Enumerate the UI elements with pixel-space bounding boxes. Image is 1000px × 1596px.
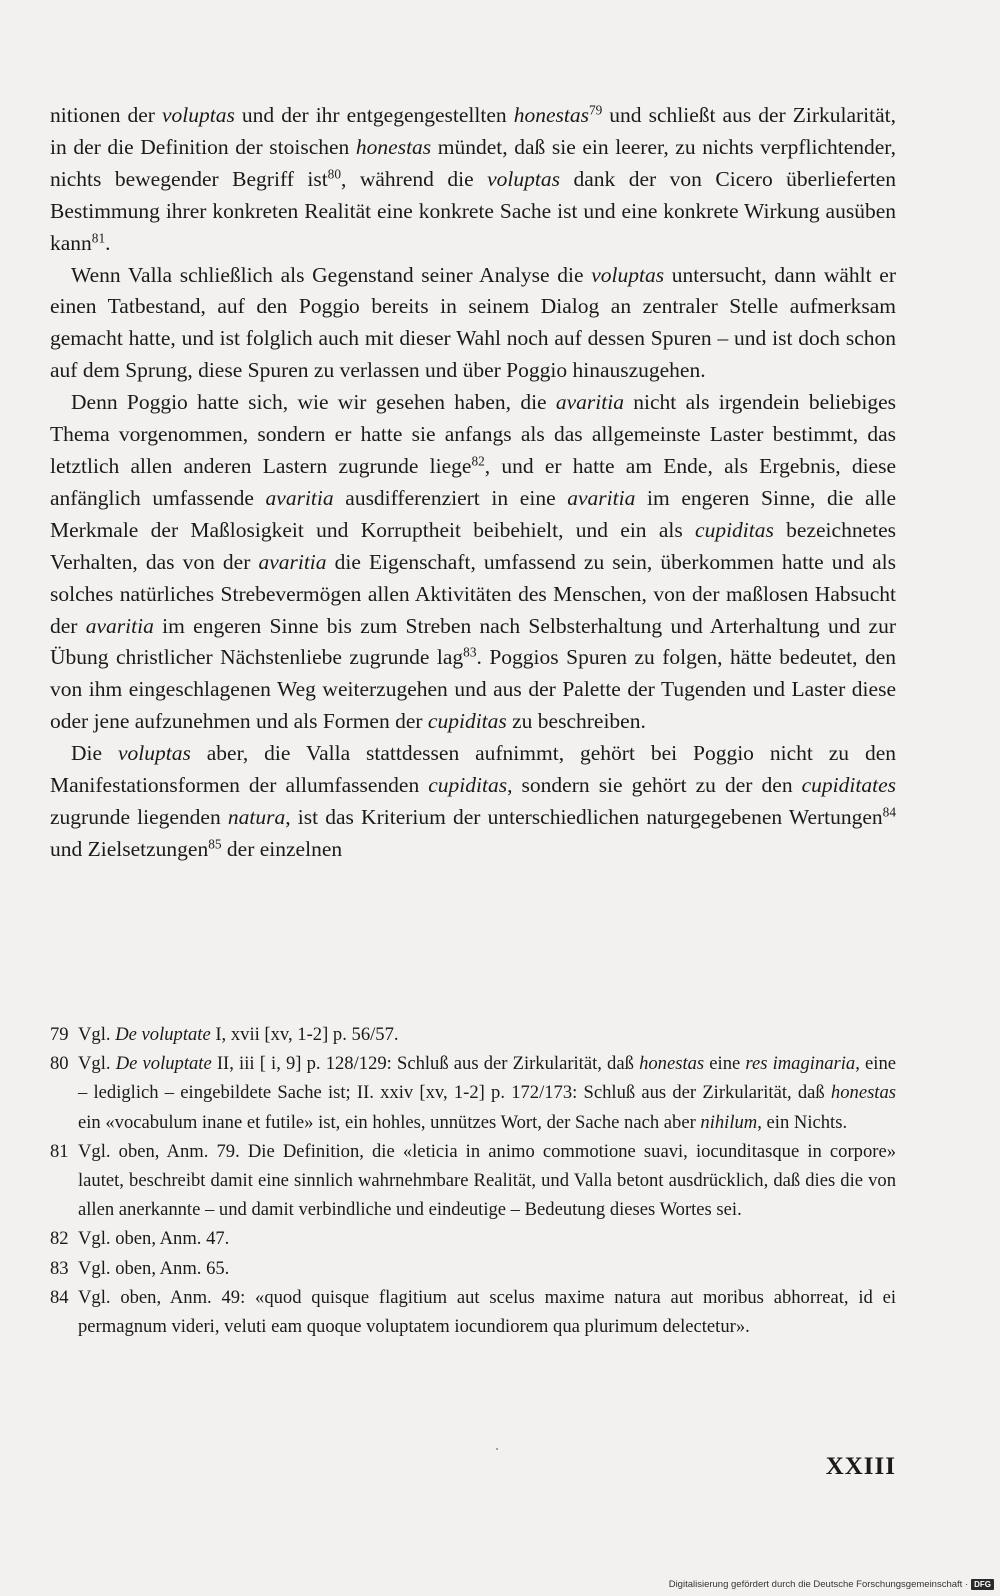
text-run: und der ihr entgegengestellten (234, 103, 514, 127)
italic-term: cupiditas (427, 709, 507, 734)
footnote-number: 82 (50, 1228, 69, 1250)
footnote-ref: 85 (208, 836, 222, 852)
text-run: ausdifferenziert in eine (333, 485, 568, 510)
text-run: , ein Nichts. (757, 1111, 848, 1133)
italic-term: avaritia (567, 485, 636, 510)
text-run: und Zielsetzungen (50, 836, 209, 861)
text-run: der einzelnen (221, 836, 343, 861)
text-run: Vgl. oben, Anm. 47. (78, 1228, 230, 1250)
footnote-ref: 82 (471, 453, 485, 469)
paragraph (50, 738, 896, 866)
italic-term: cupiditates (801, 773, 896, 798)
footnote-ref: 80 (327, 166, 341, 182)
footnote-number: 81 (50, 1140, 69, 1162)
text-run: Vgl. (78, 1024, 116, 1045)
text-run: . Poggios Spuren zu folgen, hätte bedeutet, den von ihm eingeschlagenen Weg weiterzugehen und aus der Palette der Tugenden und Laster diese oder jene aufzunehmen und als Formen der (50, 645, 897, 734)
footnote-number: 84 (50, 1286, 69, 1308)
italic-term: De voluptate (115, 1053, 212, 1075)
footnote (50, 1137, 896, 1225)
text-run: Vgl. (78, 1053, 116, 1075)
text-run: nitionen der (50, 103, 163, 127)
text-run: , während die (341, 166, 488, 191)
italic-term: honestas (513, 103, 589, 127)
footnote (50, 1254, 896, 1283)
text-run: im engeren Sinne bis zum Streben nach Selbsterhaltung und Arterhaltung und zur Übung christlicher Nächstenliebe zugrunde lag (50, 613, 897, 670)
italic-term: nihilum (700, 1111, 758, 1133)
italic-term: honestas (355, 134, 432, 159)
footnote (50, 1020, 896, 1049)
italic-term: avaritia (555, 390, 624, 415)
body-text (50, 100, 896, 866)
text-run: mündet, daß sie ein leerer, zu nichts verpflichtender, nichts bewegender Begriff ist (50, 134, 896, 191)
italic-term: honestas (830, 1082, 896, 1104)
text-run: eine (704, 1053, 746, 1075)
text-run: , ist das Kriterium der unterschiedlichen naturgegebenen Wertungen (285, 804, 883, 829)
text-run: , und er hatte am Ende, als Ergebnis, diese anfänglich umfassende (50, 453, 896, 510)
footnotes (50, 1020, 896, 1341)
footnote-number: 79 (50, 1024, 69, 1045)
italic-term: natura (227, 804, 286, 829)
text-run: zugrunde liegenden (50, 804, 228, 829)
text-run: , sondern sie gehört zu der den (507, 773, 802, 798)
text-run: bezeichnetes Verhalten, das von der (50, 517, 896, 574)
italic-term: voluptas (162, 103, 235, 127)
footnote-ref: 81 (91, 230, 106, 246)
digitization-credit (669, 1579, 994, 1590)
page-number: XXIII (825, 1453, 896, 1480)
text-run: nicht als irgendein beliebiges Thema vorgenommen, sondern er hatte sie anfangs als das allgemeinste Laster bestimmt, das letztlich allen anderen Lastern zugrunde liege (50, 390, 897, 478)
text-run: untersucht, dann wählt er einen Tatbestand, auf den Poggio bereits in seinem Dialog an zentraler Stelle aufmerksam gemacht hatte, und ist folglich auch mit dieser Wahl noch auf dessen Spuren – und ist doch schon auf dem Sprung, diese Spuren zu verlassen und über Poggio hinauszugehen. (50, 262, 896, 383)
italic-term: honestas (639, 1053, 705, 1075)
italic-term: voluptas (117, 741, 191, 766)
text-run: Vgl. oben, Anm. 65. (78, 1257, 230, 1279)
footnote-text (78, 1049, 896, 1137)
italic-term: avaritia (85, 613, 154, 638)
footnote (50, 1049, 896, 1137)
italic-term: avaritia (258, 549, 327, 574)
text-run: Die (71, 741, 118, 766)
footnote-text (78, 1137, 896, 1225)
text-run: I, xvii [xv, 1-2] p. 56/57. (210, 1024, 399, 1045)
italic-term: cupiditas (428, 773, 508, 798)
paragraph (50, 387, 896, 738)
paragraph (50, 260, 896, 388)
scan-speck (496, 1448, 498, 1450)
footnote (50, 1283, 896, 1341)
footnote-text (78, 1020, 896, 1049)
italic-term: voluptas (591, 262, 665, 287)
footnote-number: 80 (50, 1053, 69, 1075)
text-run: Wenn Valla schließlich als Gegenstand seiner Analyse die (71, 262, 592, 287)
footnote-number: 83 (50, 1257, 69, 1279)
paragraph (50, 100, 896, 260)
text-run: im engeren Sinne, die alle Merkmale der Maßlosigkeit und Korruptheit beibehielt, und ein als (50, 485, 896, 542)
text-run: zu beschreiben. (506, 709, 646, 734)
footnote-ref: 83 (463, 645, 477, 661)
text-run: , eine – lediglich – eingebildete Sache ist; II. xxiv [xv, 1-2] p. 172/173: Schluß aus der Zirkularität, daß (78, 1053, 896, 1104)
footnote-ref: 79 (588, 102, 603, 118)
dfg-logo-icon: DFG (971, 1579, 994, 1590)
text-run: . (105, 230, 111, 255)
italic-term: cupiditas (695, 517, 774, 542)
footnote (50, 1224, 896, 1253)
footnote-text (78, 1254, 896, 1283)
text-run: und schließt aus der Zirkularität, in der die Definition der stoischen (50, 103, 897, 159)
credit-text: Digitalisierung gefördert durch die Deutsche Forschungsgemeinschaft · (668, 1579, 969, 1590)
italic-term: De voluptate (115, 1024, 211, 1045)
text-run: II, iii [ i, 9] p. 128/129: Schluß aus der Zirkularität, daß (211, 1053, 640, 1075)
footnote-text (78, 1224, 896, 1253)
text-run: die Eigenschaft, umfassend zu sein, überkommen hatte und als solches natürliches Strebevermögen allen Aktivitäten des Menschen, von der maßlosen Habsucht der (50, 549, 896, 638)
italic-term: voluptas (487, 166, 560, 191)
text-run: dank der von Cicero überlieferten Bestimmung ihrer konkreten Realität eine konkrete Sache ist und eine konkrete Wirkung ausüben kann (50, 166, 896, 255)
footnote-text (78, 1283, 896, 1341)
text-run: Vgl. oben, Anm. 79. Die Definition, die «leticia in animo commotione suavi, iocunditasque in corpore» lautet, beschreibt damit eine sinnlich wahrnehmbare Realität, und Valla betont ausdrücklich, daß dies die von allen anerkannte – und damit verbindliche und eindeutige – Bedeutung dieses Wortes sei. (78, 1140, 896, 1221)
italic-term: avaritia (265, 485, 334, 510)
footnote-ref: 84 (882, 804, 896, 820)
text-run: Denn Poggio hatte sich, wie wir gesehen haben, die (71, 390, 556, 415)
italic-term: res imaginaria (745, 1053, 856, 1075)
text-run: Vgl. oben, Anm. 49: «quod quisque flagitium aut scelus maxime natura aut moribus abhorreat, id ei permagnum videri, veluti eam quoque voluptatem iocundiorem qua plurimum delectetur». (78, 1286, 896, 1338)
text-run: ein «vocabulum inane et futile» ist, ein hohles, unnützes Wort, der Sache nach aber (78, 1111, 701, 1133)
text-run: aber, die Valla stattdessen aufnimmt, gehört bei Poggio nicht zu den Manifestationsformen der allumfassenden (50, 741, 896, 798)
